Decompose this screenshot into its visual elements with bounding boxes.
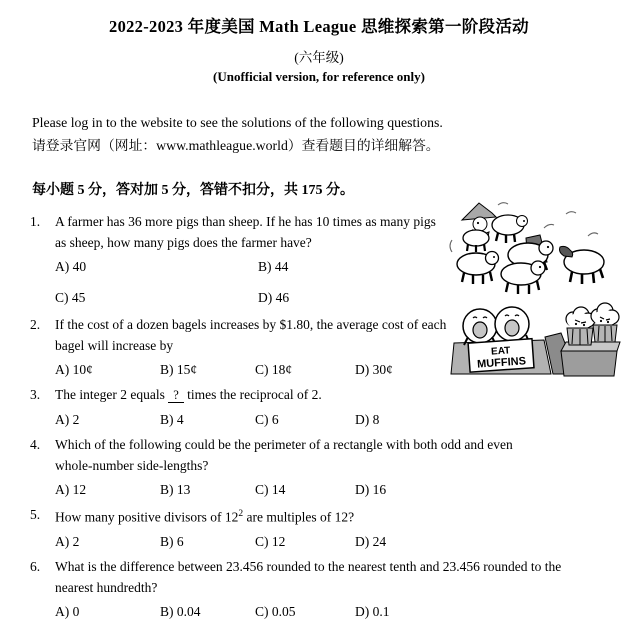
question-number: 3. — [30, 387, 41, 402]
farmer-sheep-drawing — [446, 200, 612, 294]
option-c: C) 12 — [255, 533, 286, 549]
muffins-drawing — [450, 299, 622, 378]
option-c: C) 6 — [255, 412, 279, 427]
question-text — [55, 504, 630, 528]
question-number: 4. — [30, 437, 41, 452]
question-text: If the cost of a dozen bagels increases by $1.80, the average cost of each — [55, 317, 447, 332]
option-d: D) 30¢ — [355, 362, 393, 377]
grade-subtitle: (六年级) — [294, 50, 344, 65]
option-d: D) 24 — [355, 533, 387, 549]
answer-options — [55, 601, 630, 622]
version-note: (Unofficial version, for reference only) — [213, 69, 425, 84]
question-text: A farmer has 36 more pigs than sheep. If he has 10 times as many pigs — [55, 214, 436, 229]
option-a: A) 0 — [55, 603, 80, 619]
option-b: B) 4 — [160, 412, 184, 427]
question-text-post: times the reciprocal of 2. — [187, 387, 322, 402]
farmer-sheep-illustration — [446, 200, 612, 298]
option-a: A) 12 — [55, 482, 87, 497]
scoring-rule: 每小题 5 分，答对加 5 分，答错不扣分，共 175 分。 — [32, 183, 354, 198]
intro-line-chinese: 请登录官网（网址：www.mathleague.world）查看题目的详细解答。 — [32, 138, 440, 153]
option-a: A) 2 — [55, 412, 80, 427]
fill-in-blank: ? — [168, 388, 184, 403]
question-4 — [30, 434, 630, 500]
question-text-pre: The integer 2 equals — [55, 387, 165, 402]
answer-options — [55, 479, 630, 500]
option-b: B) 44 — [258, 259, 289, 274]
question-number: 1. — [30, 214, 41, 229]
intro-line-english: Please log in to the website to see the solutions of the following questions. — [32, 115, 443, 130]
question-6 — [30, 556, 630, 622]
question-text: whole-number side-lengths? — [55, 458, 209, 473]
intro-block — [32, 111, 638, 157]
option-d: D) 8 — [355, 412, 380, 427]
page-title: 2022-2023 年度美国 Math League 思维探索第一阶段活动 — [109, 17, 529, 36]
option-b: B) 15¢ — [160, 362, 198, 377]
question-number: 5. — [30, 507, 41, 522]
bagel-figure — [463, 309, 497, 345]
answer-options — [55, 531, 630, 552]
muffin-figure — [591, 303, 619, 342]
option-d: D) 46 — [258, 290, 290, 305]
small-pig-figure — [463, 230, 489, 252]
exponent: 2 — [238, 509, 244, 519]
question-text-pre: How many positive divisors of 12 — [55, 509, 239, 525]
sheep-figure — [501, 261, 545, 294]
option-c: C) 45 — [55, 290, 86, 305]
question-text — [55, 384, 630, 406]
question-text-post: are multiples of 12? — [243, 509, 355, 525]
answer-options — [55, 256, 395, 308]
option-d: D) 16 — [355, 482, 387, 497]
sheep-figure — [457, 252, 499, 285]
dark-faced-sheep-figure — [560, 246, 605, 284]
question-5 — [30, 504, 630, 552]
question-text: as sheep, how many pigs does the farmer have? — [55, 235, 312, 250]
option-c: C) 18¢ — [255, 362, 293, 377]
sign-text-line1: EAT — [490, 345, 511, 358]
muffins-illustration — [450, 299, 622, 382]
option-b: B) 6 — [160, 533, 184, 549]
option-c: C) 14 — [255, 482, 286, 497]
option-a: A) 40 — [55, 259, 87, 274]
option-b: B) 0.04 — [160, 603, 201, 619]
pig-figure — [492, 215, 528, 243]
option-c: C) 0.05 — [255, 603, 296, 619]
eat-muffins-sign — [468, 339, 534, 372]
option-a: A) 10¢ — [55, 362, 93, 377]
question-text: What is the difference between 23.456 rounded to the nearest tenth and 23.456 rounded to the — [55, 558, 562, 574]
sign-text-line2: MUFFINS — [476, 355, 527, 371]
option-b: B) 13 — [160, 482, 191, 497]
bagel-figure — [495, 307, 530, 344]
question-text: bagel will increase by — [55, 338, 174, 353]
question-text: nearest hundredth? — [55, 579, 158, 595]
question-text: Which of the following could be the perimeter of a rectangle with both odd and even — [55, 437, 513, 452]
document-header — [0, 0, 638, 85]
answer-options — [55, 409, 630, 430]
option-d: D) 0.1 — [355, 603, 390, 619]
option-a: A) 2 — [55, 533, 80, 549]
question-3 — [30, 384, 630, 430]
question-number: 2. — [30, 317, 41, 332]
question-number: 6. — [30, 558, 41, 574]
muffin-figure — [566, 307, 595, 345]
